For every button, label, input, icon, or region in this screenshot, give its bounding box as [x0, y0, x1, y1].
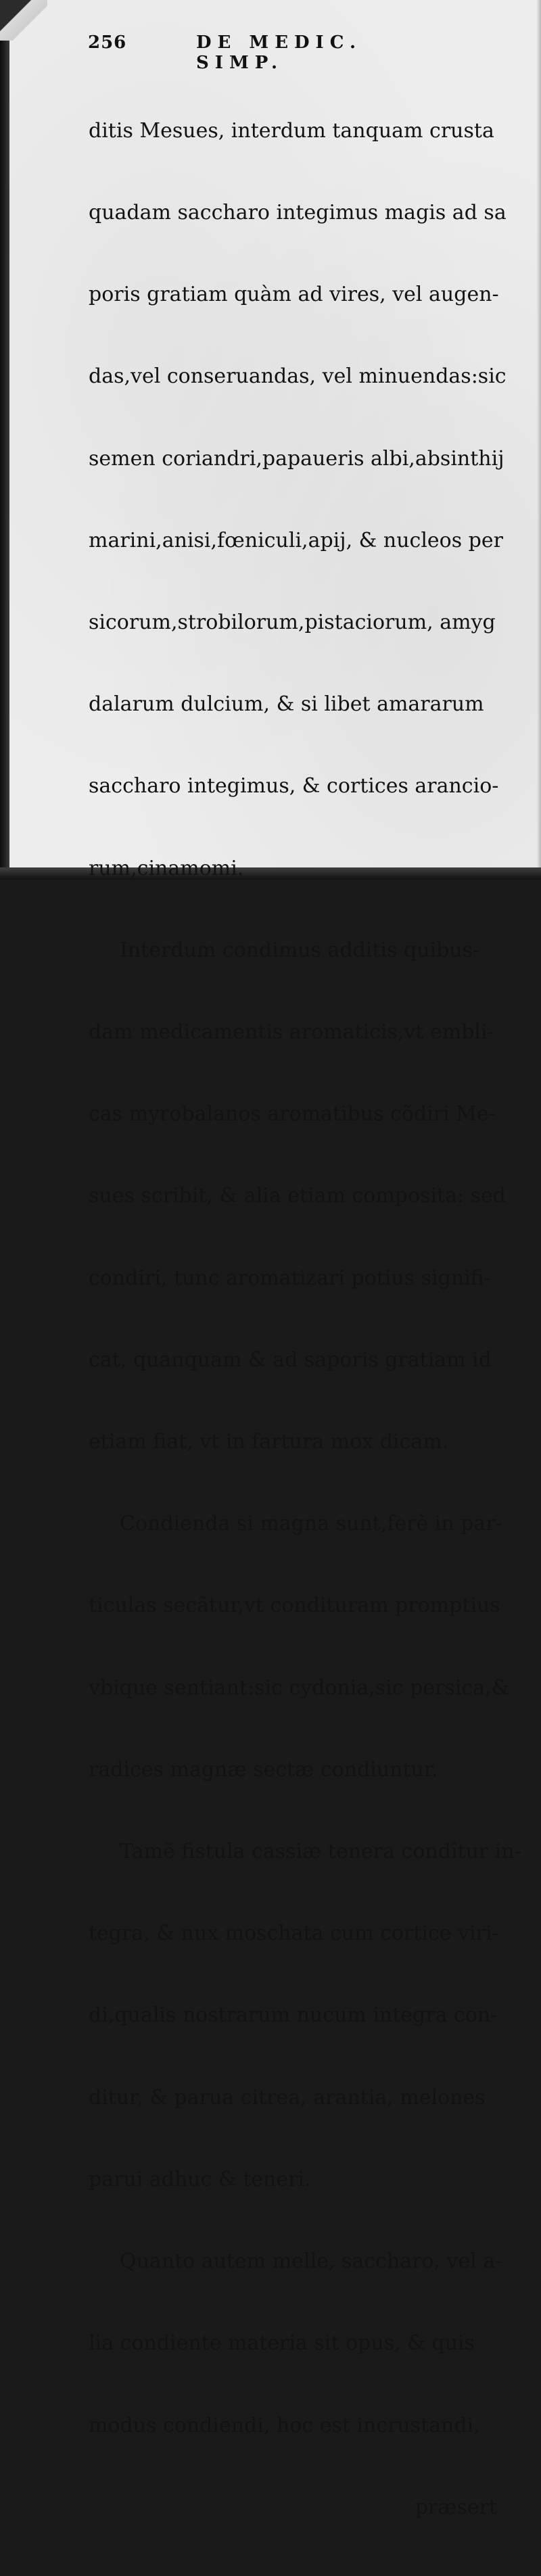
body-text [89, 63, 521, 2576]
text-line: modus condiendi, hoc est incrustandi, [89, 2413, 480, 2437]
paragraph-start-line: Tamẽ fistula cassiæ tenera condîtur in- [120, 1840, 521, 1864]
text-line: radices magnæ sectæ condiuntur. [89, 1757, 438, 1782]
text-line: vbique sentiant:sic cydonia,sic persica,& [89, 1675, 510, 1700]
text-line: sicorum,strobilorum,pistaciorum, amyg [89, 611, 496, 635]
text-line: cas myrobalanos aromatibus cõdiri Me- [89, 1102, 496, 1126]
text-line: lia condiente materia sit opus, & quis [89, 2331, 475, 2356]
text-line: etiam fiat, vt in fartura mox dicam. [89, 1430, 449, 1454]
text-line: condiri, tunc aromatizari potius signifi- [89, 1266, 491, 1290]
folded-corner [0, 0, 47, 41]
text-line: cat, quanquam & ad saporis gratiam id [89, 1347, 492, 1372]
text-line: rum,cinamomi. [89, 856, 244, 880]
text-line: di,qualis nostrarum nucum integra con- [89, 2003, 498, 2028]
paragraph-start-line: Condienda si magna sunt,ferè in par- [120, 1512, 502, 1536]
text-line: saccharo integimus, & cortices arancio- [89, 774, 499, 798]
text-line: dalarum dulcium, & si libet amararum [89, 692, 484, 717]
text-line: tegra, & nux moschata cum cortice viri- [89, 1922, 499, 1946]
paragraph-start-line: Quanto autem melle, saccharo, vel a- [120, 2249, 502, 2274]
text-line: semen coriandri,papaueris albi,absinthij [89, 446, 504, 471]
binding-shadow [0, 0, 9, 880]
text-line: ditis Mesues, interdum tanquam crusta [89, 118, 494, 143]
paragraph-start-line: Interdum condimus additis quibus- [120, 938, 480, 962]
text-line: marini,anisi,fœniculi,apij, & nucleos per [89, 528, 503, 552]
text-line: das,vel conseruandas, vel minuendas:sic [89, 364, 507, 389]
text-line: parui adhuc & teneri. [89, 2167, 311, 2191]
running-head: DE MEDIC. SIMP. [196, 32, 362, 73]
text-line: ticulas secãtur,vt condituram promptius [89, 1594, 500, 1618]
page-header [88, 32, 446, 73]
page-number: 256 [88, 32, 127, 53]
text-line: quadam saccharo integimus magis ad sa [89, 201, 507, 225]
text-line: ditur, & parua citrea, arantia, melones [89, 2085, 486, 2109]
text-line: sues scribit, & alia etiam composita: sed [89, 1184, 506, 1208]
catchword: præsert [415, 2495, 497, 2519]
text-line: poris gratiam quàm ad vires, vel augen- [89, 283, 499, 307]
text-line: dam medicamentis aromaticis,vt embli- [89, 1020, 494, 1045]
page-edge [537, 0, 541, 880]
